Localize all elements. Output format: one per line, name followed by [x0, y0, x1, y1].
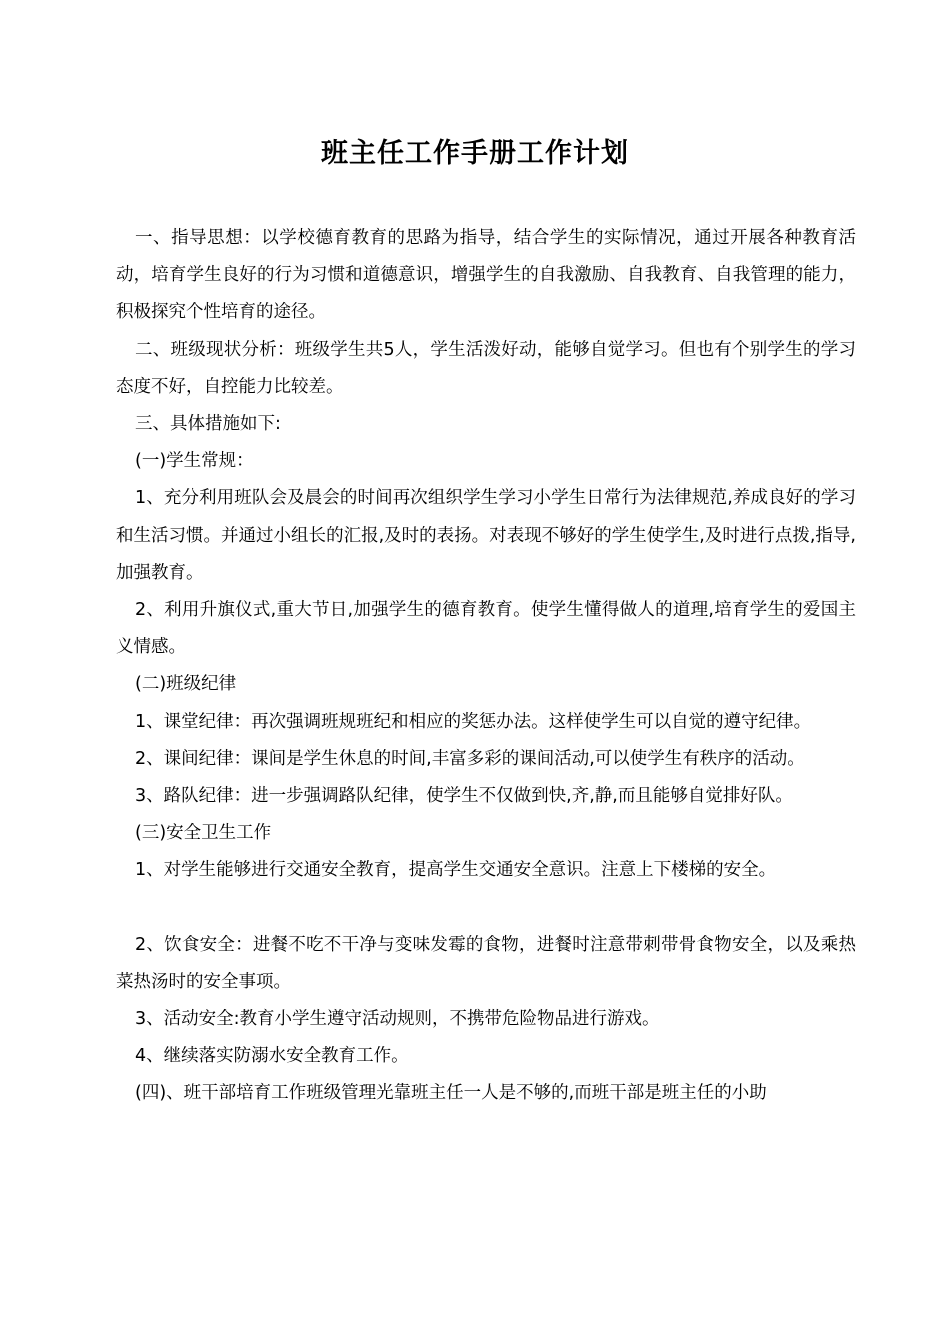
- paragraph-discipline-item-1: 1、课堂纪律：再次强调班规班纪和相应的奖惩办法。这样使学生可以自觉的遵守纪律。: [135, 711, 812, 732]
- paragraph-guiding-ideology: 一、指导思想：以学校德育教育的思路为指导，结合学生的实际情况，通过开展各种教育活动，培育学生良好的行为习惯和道德意识，增强学生的自我激励、自我教育、自我管理的能力，积极探究个性培育的途径。: [116, 228, 856, 323]
- paragraph-discipline-item-3: 3、路队纪律：进一步强调路队纪律，使学生不仅做到快,齐,静,而且能够自觉排好队。: [135, 786, 793, 807]
- document-body: [116, 220, 856, 1113]
- paragraph-discipline-item-2: 2、课间纪律：课间是学生休息的时间,丰富多彩的课间活动,可以使学生有秩序的活动。: [135, 748, 805, 769]
- section-heading-safety-hygiene: (三)安全卫生工作: [135, 823, 272, 844]
- section-heading-class-discipline: (二)班级纪律: [135, 674, 237, 695]
- paragraph-safety-item-4: 4、继续落实防溺水安全教育工作。: [135, 1046, 409, 1067]
- paragraph-safety-item-3: 3、活动安全:教育小学生遵守活动规则，不携带危险物品进行游戏。: [135, 1009, 660, 1030]
- paragraph-safety-item-2: 2、饮食安全：进餐不吃不干净与变味发霉的食物，进餐时注意带刺带骨食物安全，以及乘热菜热汤时的安全事项。: [116, 934, 856, 992]
- document-title: 班主任工作手册工作计划: [321, 138, 629, 169]
- paragraph-cadre-training: (四)、班干部培育工作班级管理光靠班主任一人是不够的,而班干部是班主任的小助: [135, 1083, 767, 1104]
- paragraph-class-status: 二、班级现状分析：班级学生共5人，学生活泼好动，能够自觉学习。但也有个别学生的学习态度不好，自控能力比较差。: [116, 339, 856, 397]
- paragraph-routine-item-1: 1、充分利用班队会及晨会的时间再次组织学生学习小学生日常行为法律规范,养成良好的学习和生活习惯。并通过小组长的汇报,及时的表扬。对表现不够好的学生使学生,及时进行点拨,指导,加强教育。: [116, 488, 856, 583]
- section-heading-student-routine: (一)学生常规：: [135, 451, 254, 472]
- paragraph-routine-item-2: 2、利用升旗仪式,重大节日,加强学生的德育教育。使学生懂得做人的道理,培育学生的爱国主义情感。: [116, 600, 856, 658]
- paragraph-safety-item-1: 1、对学生能够进行交通安全教育，提高学生交通安全意识。注意上下楼梯的安全。: [135, 860, 777, 881]
- paragraph-measures-heading: 三、具体措施如下:: [135, 414, 281, 435]
